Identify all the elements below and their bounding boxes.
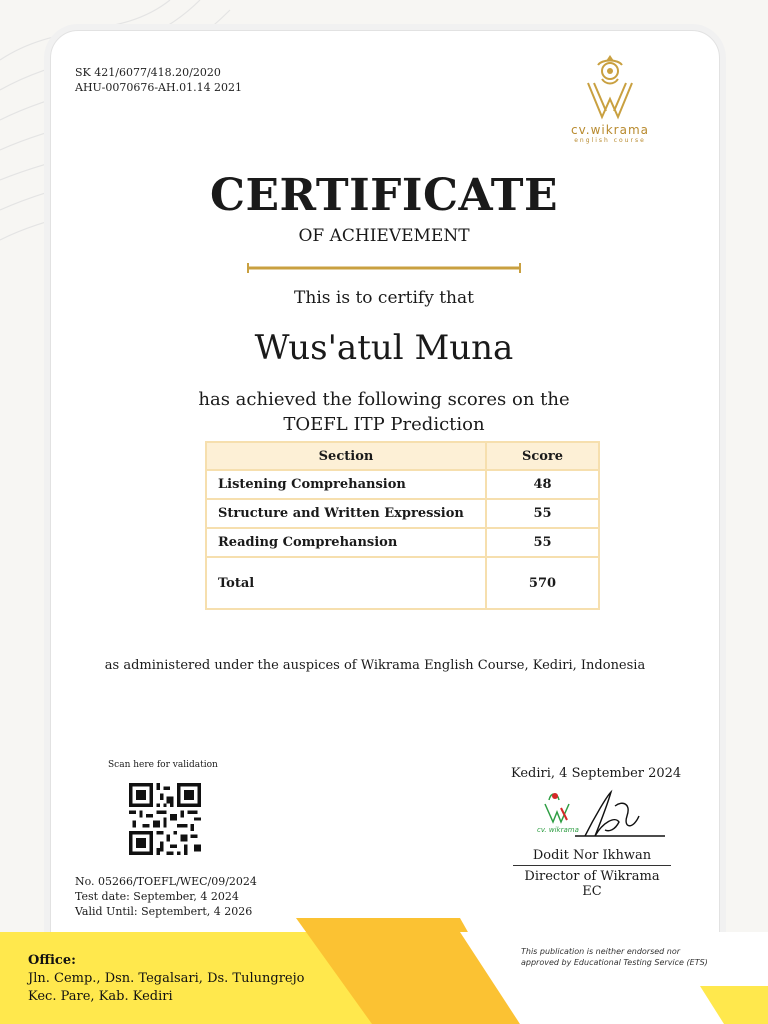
table-row [206, 528, 599, 557]
signer-name: Dodit Nor Ikhwan [513, 848, 671, 866]
signer-role: Director of Wikrama EC [524, 869, 660, 899]
total-score: 570 [486, 557, 599, 609]
total-label: Total [206, 557, 486, 609]
section-header: Section [206, 442, 486, 470]
document-info [75, 874, 257, 919]
total-row [206, 557, 599, 609]
wikrama-logo [555, 55, 665, 144]
score-cell: 55 [486, 499, 599, 528]
registration-line-2: AHU-0070676-AH.01.14 2021 [75, 81, 243, 94]
validation-qr-code[interactable] [129, 783, 201, 855]
logo-brand-text: cv.wikrama [570, 123, 649, 137]
auspices-text: as administered under the auspices of Wikrama English Course, Kediri, Indonesia [104, 658, 646, 673]
score-header: Score [486, 442, 599, 470]
office-title: Office: [28, 953, 76, 968]
achievement-line-2: TOEFL ITP Prediction [283, 414, 485, 435]
scan-validation-label: Scan here for validation [108, 760, 218, 770]
registration-line-1: SK 421/6077/418.20/2020 [75, 66, 221, 79]
wikrama-emblem-icon [580, 55, 640, 123]
achievement-line-1: has achieved the following scores on the [198, 389, 570, 410]
valid-until: Valid Until: Septembert, 4 2026 [75, 905, 253, 918]
stamp-text: cv. wikrama [537, 826, 579, 834]
registration-numbers [75, 65, 242, 95]
certify-intro: This is to certify that [294, 288, 474, 308]
test-date: Test date: September, 4 2024 [75, 890, 239, 903]
scores-table [205, 441, 600, 610]
table-row [206, 499, 599, 528]
ets-disclaimer [521, 946, 721, 968]
address-line-1: Jln. Cemp., Dsn. Tegalsari, Ds. Tulungrejo [28, 971, 305, 986]
section-cell: Structure and Written Expression [206, 499, 486, 528]
place-date: Kediri, 4 September 2024 [511, 766, 682, 781]
director-signature-stamp [515, 786, 675, 846]
score-cell: 48 [486, 470, 599, 499]
certificate-subtitle: OF ACHIEVEMENT [298, 226, 470, 246]
certificate-title: CERTIFICATE [209, 170, 559, 221]
section-cell: Listening Comprehansion [206, 470, 486, 499]
disclaimer-line-1: This publication is neither endorsed nor [521, 947, 681, 956]
achievement-text [184, 387, 584, 437]
scores-header-row [206, 442, 599, 470]
document-number: No. 05266/TOEFL/WEC/09/2024 [75, 875, 257, 888]
gold-divider [246, 262, 522, 274]
section-cell: Reading Comprehansion [206, 528, 486, 557]
disclaimer-line-2: approved by Educational Testing Service (ETS) [521, 958, 708, 967]
table-row [206, 470, 599, 499]
office-address [28, 952, 304, 1006]
logo-subtitle: english course [574, 137, 646, 144]
score-cell: 55 [486, 528, 599, 557]
recipient-name: Wus'atul Muna [254, 328, 514, 368]
address-line-2: Kec. Pare, Kab. Kediri [28, 989, 173, 1004]
